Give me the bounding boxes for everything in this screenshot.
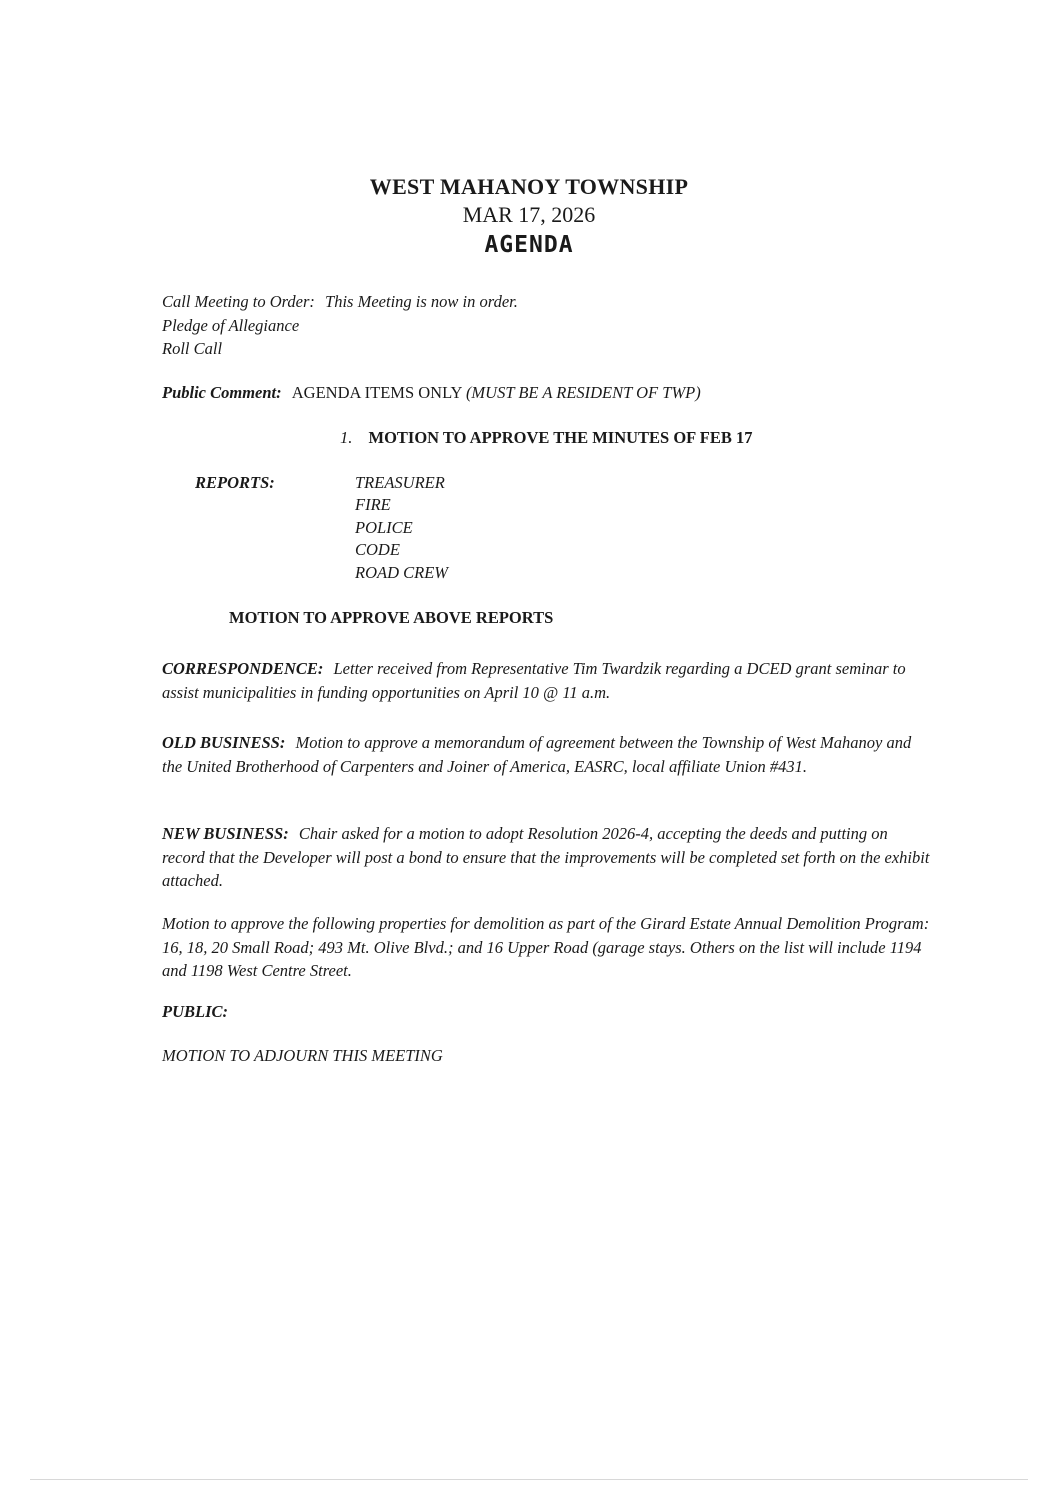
motion-approve-reports: MOTION TO APPROVE ABOVE REPORTS [229,608,554,627]
report-item: POLICE [355,518,413,537]
public-comment-note: (MUST BE A RESIDENT OF TWP) [465,383,701,402]
motion-minutes-text: MOTION TO APPROVE THE MINUTES OF FEB 17 [368,428,753,447]
public-comment-label: Public Comment: [162,383,282,402]
call-to-order-text: This Meeting is now in order. [325,292,518,311]
new-business-paragraph [162,822,932,893]
correspondence-paragraph [162,657,932,704]
public-label: PUBLIC: [162,1002,228,1021]
motion-minutes-line [340,428,753,448]
meeting-date: MAR 17, 2026 [462,202,596,227]
correspondence-text: Letter received from Representative Tim Twardzik regarding a DCED grant seminar to assist municipalities in funding opportunities on April 10 @ 11 a.m. [162,659,906,702]
reports-label: REPORTS: [195,473,275,492]
correspondence-label: CORRESPONDENCE: [162,659,324,678]
scan-edge-line [30,1479,1028,1480]
new-business-text: Chair asked for a motion to adopt Resolution 2026-4, accepting the deeds and putting on record that the Developer will post a bond to ensure that the improvements will be completed set forth on the exhibit attached. [162,824,930,890]
demolition-paragraph: Motion to approve the following properties for demolition as part of the Girard Estate Annual Demolition Program: 16, 18, 20 Small Road; 493 Mt. Olive Blvd.; and 16 Upper Road (garage stays. Others on the list will include 1194 and 1198 West Centre Street. [162,914,930,980]
pledge-of-allegiance: Pledge of Allegiance [162,316,300,335]
call-to-order-label: Call Meeting to Order: [162,292,315,311]
new-business-label: NEW BUSINESS: [162,824,289,843]
old-business-label: OLD BUSINESS: [162,733,286,752]
report-item: ROAD CREW [355,563,449,582]
report-item: CODE [355,540,400,559]
motion-number: 1. [340,428,353,447]
old-business-text: Motion to approve a memorandum of agreement between the Township of West Mahanoy and the United Brotherhood of Carpenters and Joiner of America, EASRC, local affiliate Union #431. [162,733,912,776]
report-item: FIRE [355,495,391,514]
township-name: WEST MAHANOY TOWNSHIP [369,174,689,199]
document-title: AGENDA [484,232,574,258]
public-comment-line [162,383,701,403]
motion-adjourn: MOTION TO ADJOURN THIS MEETING [162,1046,443,1065]
old-business-paragraph [162,731,932,778]
public-comment-text: AGENDA ITEMS ONLY [291,383,462,402]
roll-call: Roll Call [162,339,223,358]
report-item: TREASURER [355,473,445,492]
call-to-order-line [162,292,518,312]
